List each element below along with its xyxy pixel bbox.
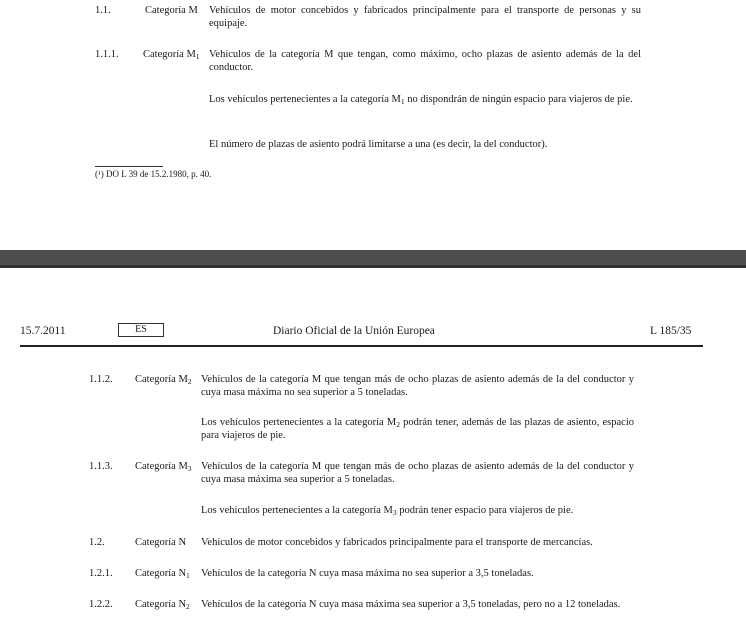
document-page-upper: [0, 0, 746, 250]
page-separator: [0, 250, 746, 268]
section-note: Los vehículos pertenecientes a la categoría $M_3$ podrán tener espacio para viajeros de pie.: [201, 505, 574, 517]
section-text: Vehículos de la categoría N cuya masa máxima sea superior a 3,5 toneladas, pero no a 12 toneladas.: [201, 599, 621, 610]
header-rule: [20, 345, 703, 347]
section-text: Vehículos de motor concebidos y fabricados principalmente para el transporte de personas y su equipaje.: [209, 5, 641, 29]
section-number: 1.2.1.: [89, 568, 113, 579]
language-badge: ES: [118, 323, 164, 337]
section-category: Categoría N: [135, 537, 187, 548]
page-reference: L 185/35: [650, 325, 692, 337]
section-number: 1.1.: [95, 5, 111, 16]
section-category: Categoría $M_3$: [135, 461, 192, 473]
section-text: Vehículos de la categoría N cuya masa máxima no sea superior a 3,5 toneladas.: [201, 568, 534, 579]
section-number: 1.1.2.: [89, 374, 113, 385]
footnote-separator: [95, 166, 163, 167]
section-number: 1.1.3.: [89, 461, 113, 472]
section-text: Vehículos de la categoría M que tengan más de ocho plazas de asiento además de la del conductor y cuya masa máxima no sea superior a 5 toneladas.: [201, 374, 634, 398]
section-number: 1.2.: [89, 537, 105, 548]
section-category: Categoría M: [145, 5, 198, 16]
section-category: Categoría $N_1$: [135, 568, 190, 580]
journal-title: Diario Oficial de la Unión Europea: [273, 325, 435, 337]
section-category: Categoría $M_1$: [143, 49, 200, 61]
section-category: Categoría $M_2$: [135, 374, 192, 386]
section-text: Vehículos de la categoría M que tengan más de ocho plazas de asiento además de la del conductor y cuya masa máxima sea superior a 5 toneladas.: [201, 461, 634, 485]
header-date: 15.7.2011: [20, 325, 66, 337]
section-text: Vehículos de motor concebidos y fabricados principalmente para el transporte de mercancías.: [201, 537, 593, 548]
section-category: Categoría $N_2$: [135, 599, 190, 611]
section-number: 1.1.1.: [95, 49, 119, 60]
section-note: El número de plazas de asiento podrá limitarse a una (es decir, la del conductor).: [209, 139, 548, 150]
footnote: (¹) DO L 39 de 15.2.1980, p. 40.: [95, 169, 212, 179]
section-note: Los vehículos pertenecientes a la categoría $M_2$ podrán tener, además de las plazas de asiento, espacio para viajeros de pie.: [201, 417, 634, 441]
section-number: 1.2.2.: [89, 599, 113, 610]
section-note: Los vehículos pertenecientes a la categoría $M_1$ no dispondrán de ningún espacio para viajeros de pie.: [209, 94, 633, 106]
section-text: Vehículos de la categoría M que tengan, como máximo, ocho plazas de asiento además de la del conductor.: [209, 49, 641, 73]
